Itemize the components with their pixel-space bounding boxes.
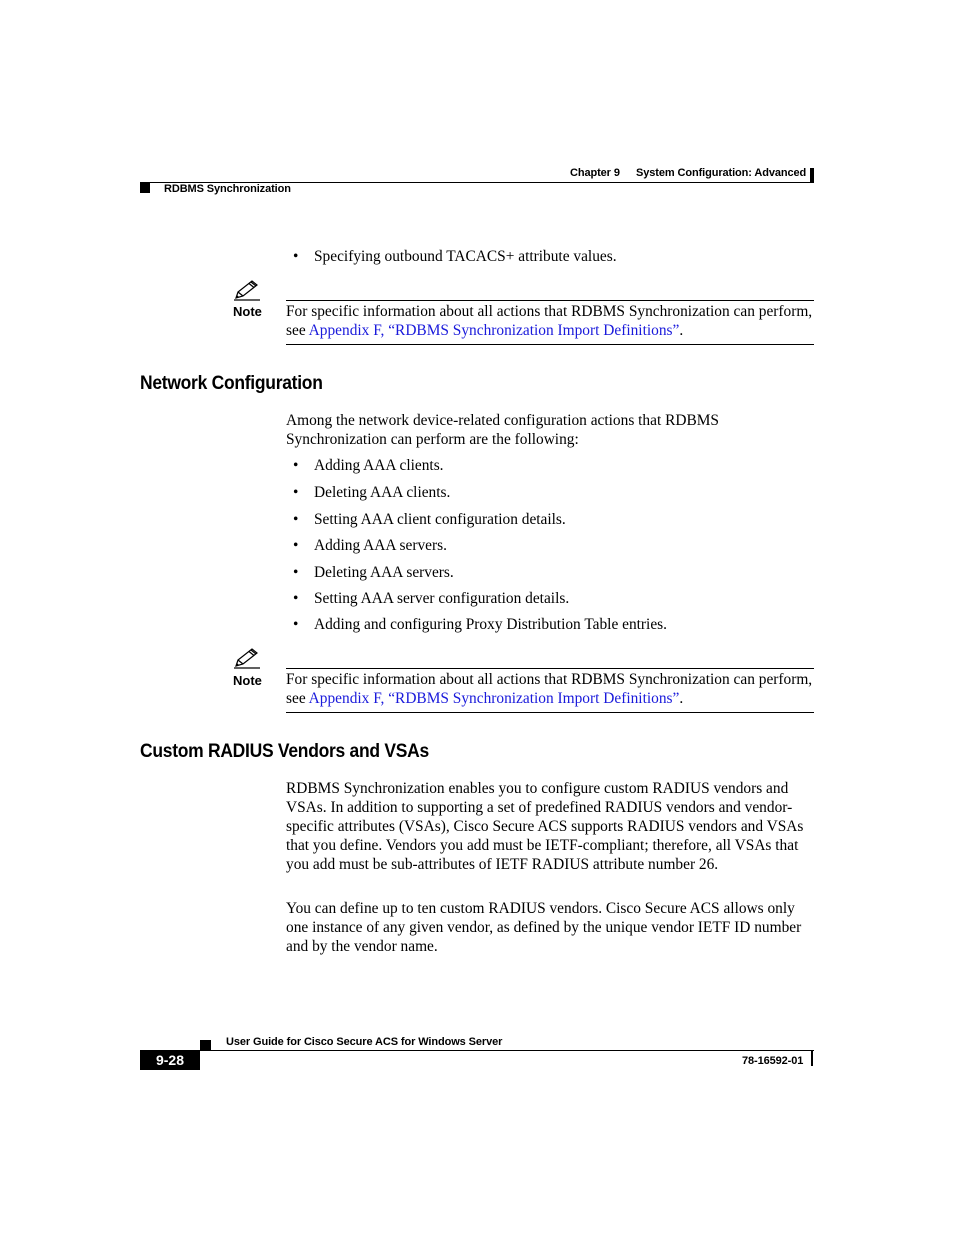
header-edge-bar [810, 168, 814, 183]
list-item [293, 456, 444, 475]
appendix-link[interactable]: Appendix F, “RDBMS Synchronization Import Definitions” [308, 322, 680, 339]
bullet-icon: • [293, 248, 299, 265]
note-text-before: For specific information about all actions that RDBMS Synchronization can perform, see [286, 671, 813, 707]
note-bottom-rule [286, 712, 814, 713]
footer-edge-bar [811, 1051, 813, 1066]
note-top-rule [286, 300, 814, 301]
appendix-link[interactable]: Appendix F, “RDBMS Synchronization Import Definitions” [308, 690, 680, 707]
guide-title: User Guide for Cisco Secure ACS for Windows Server [226, 1036, 503, 1048]
section-heading: Network Configuration [140, 373, 323, 394]
note-text-after: . [679, 322, 684, 339]
note-text-after: . [679, 690, 684, 707]
note-label: Note [233, 304, 262, 319]
bullet-icon: • [293, 537, 299, 554]
note-top-rule [286, 668, 814, 669]
list-item-text: Adding AAA clients. [314, 457, 444, 474]
page-number-box [140, 1051, 200, 1070]
list-item [293, 536, 447, 555]
pencil-note-icon [232, 647, 262, 669]
section-marker [140, 183, 150, 193]
chapter-number: Chapter 9 [570, 167, 620, 179]
list-item-text: Adding AAA servers. [314, 537, 447, 554]
section-title: RDBMS Synchronization [164, 183, 291, 195]
list-item [293, 510, 566, 529]
note-bottom-rule [286, 344, 814, 345]
list-item [293, 247, 617, 266]
list-item-text: Setting AAA server configuration details. [314, 590, 570, 607]
section-heading: Custom RADIUS Vendors and VSAs [140, 741, 429, 762]
intro-paragraph: Among the network device-related configuration actions that RDBMS Synchronization can perform are the following: [286, 412, 719, 448]
list-item [293, 563, 454, 582]
list-item [293, 615, 667, 634]
document-number: 78-16592-01 [742, 1055, 804, 1067]
body-paragraph: RDBMS Synchronization enables you to configure custom RADIUS vendors and VSAs. In addition to supporting a set of predefined RADIUS vendors and vendor-specific attributes (VSAs), Cisco Secure ACS supports RADIUS vendors and VSAs that you define. Vendors you add must be IETF-compliant; therefore, all VSAs that you add must be sub-attributes of IETF RADIUS attribute number 26. [286, 780, 804, 873]
bullet-icon: • [293, 590, 299, 607]
list-item-text: Deleting AAA servers. [314, 564, 454, 581]
bullet-icon: • [293, 457, 299, 474]
note-text-before: For specific information about all actions that RDBMS Synchronization can perform, see [286, 303, 813, 339]
note-text [286, 670, 814, 708]
list-item [293, 589, 569, 608]
footer-rule [140, 1050, 814, 1051]
page-number: 9-28 [155, 1052, 185, 1068]
bullet-icon: • [293, 564, 299, 581]
bullet-icon: • [293, 484, 299, 501]
note-label: Note [233, 673, 262, 688]
list-item-text: Adding and configuring Proxy Distribution Table entries. [314, 616, 667, 633]
bullet-icon: • [293, 511, 299, 528]
pencil-note-icon [232, 279, 262, 301]
list-item-text: Setting AAA client configuration details. [314, 511, 566, 528]
note-text [286, 302, 814, 340]
list-item [293, 483, 450, 502]
list-item-text: Specifying outbound TACACS+ attribute values. [314, 248, 617, 265]
body-paragraph: You can define up to ten custom RADIUS vendors. Cisco Secure ACS allows only one instance of any given vendor, as defined by the unique vendor IETF ID number and by the vendor name. [286, 900, 802, 955]
chapter-title: System Configuration: Advanced [636, 167, 807, 179]
list-item-text: Deleting AAA clients. [314, 484, 451, 501]
bullet-icon: • [293, 616, 299, 633]
